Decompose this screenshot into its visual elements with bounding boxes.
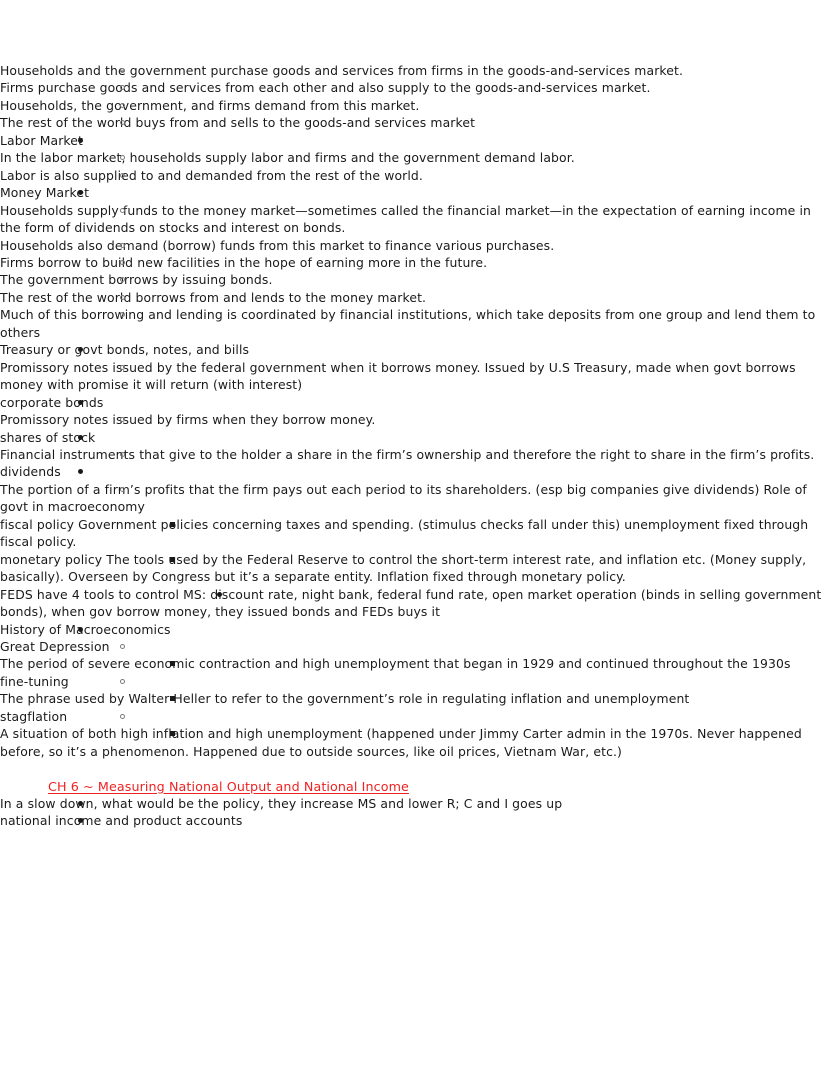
disc-bullet-icon	[78, 394, 83, 411]
outline-item	[0, 97, 828, 114]
circle-bullet-icon	[120, 114, 125, 131]
outline-item-text: Labor is also supplied to and demanded from the rest of the world.	[0, 167, 423, 183]
disc-bullet-icon	[78, 341, 83, 358]
outline-item-text: Households, the government, and firms demand from this market.	[0, 97, 420, 113]
outline-item-text: Promissory notes issued by the federal government when it borrows money. Issued by U.S Treasury, made when govt borrows money with promise it will return (with interest)	[0, 359, 796, 393]
outline-item	[0, 655, 828, 672]
disc-bullet-icon	[78, 429, 83, 446]
outline-item-text: corporate bonds	[0, 394, 104, 410]
circle-bullet-icon	[120, 97, 125, 114]
outline-item-text: In a slow down, what would be the policy, they increase MS and lower R; C and I goes up	[0, 796, 563, 812]
outline-item	[0, 516, 828, 551]
outline-item-text: Firms borrow to build new facilities in the hope of earning more in the future.	[0, 254, 488, 270]
outline-item-text: shares of stock	[0, 429, 96, 445]
outline-item-text: Much of this borrowing and lending is coordinated by financial institutions, which take deposits from one group and lend them to others	[0, 307, 816, 340]
circle-bullet-icon	[120, 708, 125, 725]
outline-item-text: Labor Market	[0, 132, 84, 148]
disc-bullet-icon	[78, 621, 83, 638]
outline-item	[0, 132, 828, 149]
disc-bullet-icon	[78, 463, 83, 480]
outline-item	[0, 551, 828, 586]
outline-item	[0, 184, 828, 201]
outline-item	[0, 271, 828, 288]
circle-bullet-icon	[120, 271, 125, 288]
outline-item-text: stagflation	[0, 708, 68, 724]
circle-bullet-icon	[120, 411, 125, 428]
outline-item-text: fine-tuning	[0, 673, 69, 689]
circle-bullet-icon	[120, 237, 125, 254]
circle-bullet-icon	[120, 62, 125, 79]
outline-item-text: Treasury or govt bonds, notes, and bills	[0, 342, 250, 358]
outline-item-text: The phrase used by Walter Heller to refer to the government’s role in regulating inflation and unemployment	[0, 691, 690, 707]
disc-bullet-icon	[217, 586, 222, 603]
outline-item-text: The portion of a firm’s profits that the firm pays out each period to its shareholders. (esp big companies give dividends) Role of govt in macroeconomy	[0, 481, 807, 515]
outline-item-text: Firms purchase goods and services from each other and also supply to the goods-and-services market.	[0, 80, 651, 96]
outline-item	[0, 359, 828, 394]
outline-item-text: Households also demand (borrow) funds from this market to finance various purchases.	[0, 237, 555, 253]
circle-bullet-icon	[120, 254, 125, 271]
outline-item	[0, 673, 828, 690]
outline-item	[0, 254, 828, 271]
outline-item	[0, 638, 828, 655]
square-bullet-icon	[170, 516, 175, 533]
square-bullet-icon	[170, 725, 175, 742]
disc-bullet-icon	[78, 132, 83, 149]
outline-item	[0, 429, 828, 446]
outline-item	[0, 79, 828, 96]
outline-item-text: A situation of both high inflation and high unemployment (happened under Jimmy Carter admin in the 1970s. Never happened before, so it’s a phenomenon. Happened due to outside sources, like oil prices, Vietnam War, etc.)	[0, 726, 802, 759]
outline-item-text: The government borrows by issuing bonds.	[0, 272, 273, 288]
outline-item	[0, 586, 828, 621]
outline-item	[0, 289, 828, 306]
outline-item-text: national income and product accounts	[0, 813, 243, 829]
outline-item-text: monetary policy The tools used by the Federal Reserve to control the short-term interest rate, and inflation etc. (Money supply, basically). Overseen by Congress but it’s a separate entity. Inflation fixed through monetary policy.	[0, 551, 807, 585]
outline-item	[0, 725, 828, 760]
circle-bullet-icon	[120, 79, 125, 96]
outline-item-text: The rest of the world borrows from and lends to the money market.	[0, 289, 427, 305]
outline-item-text: FEDS have 4 tools to control MS: discount rate, night bank, federal fund rate, open market operation (binds in selling government bonds), when gov borrow money, they issued bonds and FEDs buys it	[0, 586, 822, 620]
circle-bullet-icon	[120, 167, 125, 184]
outline-item	[0, 621, 828, 638]
square-bullet-icon	[170, 655, 175, 672]
circle-bullet-icon	[120, 638, 125, 655]
disc-bullet-icon	[78, 184, 83, 201]
outline-item-text: fiscal policy Government policies concerning taxes and spending. (stimulus checks fall under this) unemployment fixed through fiscal policy.	[0, 516, 809, 550]
outline-item-text: dividends	[0, 464, 61, 480]
disc-bullet-icon	[78, 795, 83, 812]
outline-item	[0, 446, 828, 463]
circle-bullet-icon	[120, 306, 125, 323]
circle-bullet-icon	[120, 202, 125, 219]
outline-item	[0, 708, 828, 725]
outline-item	[0, 149, 828, 166]
circle-bullet-icon	[120, 149, 125, 166]
notes-content	[0, 62, 828, 830]
outline-item-text: Households and the government purchase goods and services from firms in the goods-and-services market.	[0, 63, 684, 78]
circle-bullet-icon	[120, 673, 125, 690]
chapter-heading	[0, 778, 828, 795]
square-bullet-icon	[170, 551, 175, 568]
circle-bullet-icon	[120, 446, 125, 463]
outline-item	[0, 463, 828, 480]
outline-item	[0, 795, 828, 812]
circle-bullet-icon	[120, 481, 125, 498]
chapter-heading-text: CH 6 ~ Measuring National Output and National Income	[48, 778, 409, 794]
outline-item	[0, 114, 828, 131]
disc-bullet-icon	[78, 812, 83, 829]
outline-item-text: Households supply funds to the money market—sometimes called the financial market—in the expectation of earning income in the form of dividends on stocks and interest on bonds.	[0, 202, 811, 236]
blank-line-spacer	[0, 760, 828, 777]
outline-item	[0, 237, 828, 254]
outline-list-main	[0, 62, 828, 760]
outline-item	[0, 812, 828, 829]
outline-item	[0, 481, 828, 516]
outline-item-text: Great Depression	[0, 638, 110, 654]
outline-item-text: History of Macroeconomics	[0, 621, 171, 637]
outline-item-text: Financial instruments that give to the holder a share in the firm’s ownership and therefore the right to share in the firm’s profits.	[0, 446, 815, 462]
outline-item	[0, 341, 828, 358]
circle-bullet-icon	[120, 359, 125, 376]
outline-item	[0, 394, 828, 411]
outline-item-text: Promissory notes issued by firms when they borrow money.	[0, 412, 376, 428]
outline-item-text: In the labor market, households supply labor and firms and the government demand labor.	[0, 150, 575, 166]
square-bullet-icon	[170, 690, 175, 707]
outline-item-text: The period of severe economic contraction and high unemployment that began in 1929 and continued throughout the 1930s	[0, 656, 791, 672]
outline-item-text: Money Market	[0, 185, 90, 201]
circle-bullet-icon	[120, 289, 125, 306]
outline-list-chapter	[0, 795, 828, 830]
outline-item	[0, 690, 828, 707]
outline-item	[0, 167, 828, 184]
outline-item-text: The rest of the world buys from and sells to the goods-and services market	[0, 115, 476, 131]
outline-item	[0, 411, 828, 428]
outline-item	[0, 62, 828, 79]
outline-item	[0, 306, 828, 341]
outline-item	[0, 202, 828, 237]
